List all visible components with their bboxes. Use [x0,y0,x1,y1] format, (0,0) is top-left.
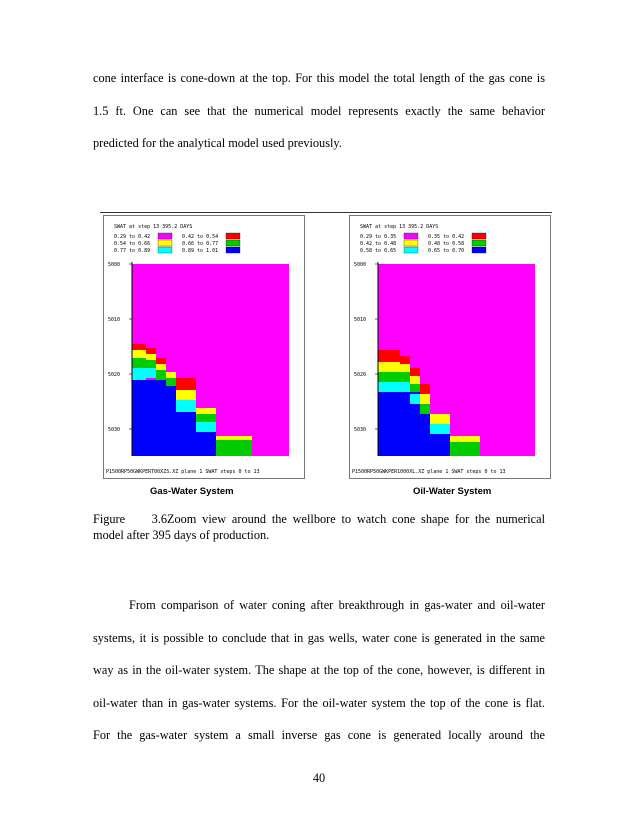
legend-swatch [404,233,418,239]
grid-cell [196,422,216,432]
grid-cell [378,382,400,392]
legend-label: 0.42 to 0.54 [182,234,219,240]
grid-cell [176,400,196,412]
legend-label: 0.35 to 0.42 [428,234,465,240]
panel-footer: P1500RP50GWKPERT00XZS.XZ plane 1 SWAT steps 0 to 13 [106,469,260,475]
legend-label: 0.66 to 0.77 [182,241,219,247]
grid-cell [196,408,216,414]
grid-cell [166,386,176,456]
legend-swatch [472,247,486,253]
panel-header: SWAT at step 13 395.2 DAYS [114,224,193,230]
legend-label: 0.42 to 0.48 [360,241,397,247]
right-simulation-panel [349,215,551,479]
grid-cell [132,350,146,358]
figure-number: Figure 3.6 [93,512,167,526]
legend-swatch [226,240,240,246]
grid-cell [410,376,420,384]
paragraph-line: predicted for the analytical model used previously. [93,136,342,150]
legend-label: 0.48 to 0.58 [428,241,465,247]
grid-cell [196,414,216,422]
caption-text-1: Zoom view around the wellbore to watch cone shape for the numerical [167,512,545,526]
caption-line-2: model after 395 days of production. [93,527,270,542]
grid-cell [216,436,252,440]
depth-tick-label: 5000 [354,262,367,268]
grid-cell [420,414,430,456]
grid-cell [410,368,420,376]
grid-cell [132,380,156,456]
grid-cell [400,364,410,372]
depth-tick-label: 5010 [354,317,367,323]
paragraph-line: oil-water than in gas-water systems. For the oil-water system the top of the cone is flat. [93,695,545,710]
grid-cell [146,360,156,368]
legend-label: 0.54 to 0.66 [114,241,151,247]
legend-label: 0.89 to 1.01 [182,248,219,254]
paragraph-line: From comparison of water coning after breakthrough in gas-water and oil-water [129,598,545,612]
legend-swatch [158,247,172,253]
grid-cell [420,384,430,394]
figure-top-rule [100,212,552,213]
grid-cell [196,432,216,456]
grid-cell [156,380,166,456]
page-number: 40 [312,771,326,785]
grid-cell [176,390,196,400]
grid-cell [216,440,252,456]
caption-line-1 [93,512,545,528]
grid-cell [132,368,146,380]
grid-cell [430,434,450,456]
grid-cell [400,382,410,392]
legend-label: 0.58 to 0.65 [360,248,397,254]
grid-cell [400,356,410,364]
grid-cell [156,358,166,364]
grid-cell [146,348,156,354]
legend-swatch [226,247,240,253]
depth-tick-label: 5010 [108,317,121,323]
paragraph-2 [93,598,545,761]
legend-label: 0.29 to 0.35 [360,234,397,240]
grid-cell [410,394,420,404]
legend-swatch [472,233,486,239]
grid-cell [146,368,156,378]
depth-tick-label: 5030 [108,427,121,433]
grid-cell [156,364,166,370]
grid-cell [156,370,166,380]
grid-cell [378,372,400,382]
legend-swatch [226,233,240,239]
legend-swatch [472,240,486,246]
left-swat-grid [104,216,304,478]
legend-label: 0.65 to 0.70 [428,248,465,254]
paragraph-line: cone interface is cone-down at the top. For this model the total length of the gas cone is [93,71,545,85]
grid-cell [378,350,400,362]
legend-swatch [404,240,418,246]
legend-swatch [158,240,172,246]
panel-footer: P1500RP50GWKPER1000XL.XZ plane 1 SWAT steps 0 to 13 [352,469,506,475]
depth-tick-label: 5020 [108,372,121,378]
gas-water-label: Gas-Water System [150,486,234,497]
figure-caption [93,512,545,543]
panel-header: SWAT at step 13 395.2 DAYS [360,224,439,230]
oil-water-label: Oil-Water System [413,486,492,497]
depth-tick-label: 5030 [354,427,367,433]
legend-swatch [404,247,418,253]
left-simulation-panel [103,215,305,479]
paragraph-line: 1.5 ft. One can see that the numerical model represents exactly the same behavior [93,103,545,118]
right-swat-grid [350,216,550,478]
grid-cell [450,442,480,456]
grid-cell [430,424,450,434]
grid-cell [176,378,196,390]
grid-cell [146,354,156,360]
grid-cell [420,404,430,414]
paragraph-line: For the gas-water system a small inverse gas cone is generated locally around the [93,728,545,742]
depth-tick-label: 5020 [354,372,367,378]
paragraph-1 [93,71,545,169]
depth-tick-label: 5000 [108,262,121,268]
paragraph-line: way as in the oil-water system. The shape at the top of the cone, however, is different in [93,663,545,677]
legend-swatch [158,233,172,239]
grid-cell [132,358,146,368]
legend-label: 0.29 to 0.42 [114,234,151,240]
grid-cell [400,372,410,382]
grid-cell [450,436,480,442]
grid-cell [176,412,196,456]
paragraph-line: systems, it is possible to conclude that in gas wells, water cone is generated in the same [93,630,545,645]
grid-cell [166,378,176,386]
grid-cell [166,372,176,378]
legend-label: 0.77 to 0.89 [114,248,151,254]
grid-cell [378,362,400,372]
grid-cell [420,394,430,404]
grid-cell [430,414,450,424]
grid-cell [132,344,146,350]
